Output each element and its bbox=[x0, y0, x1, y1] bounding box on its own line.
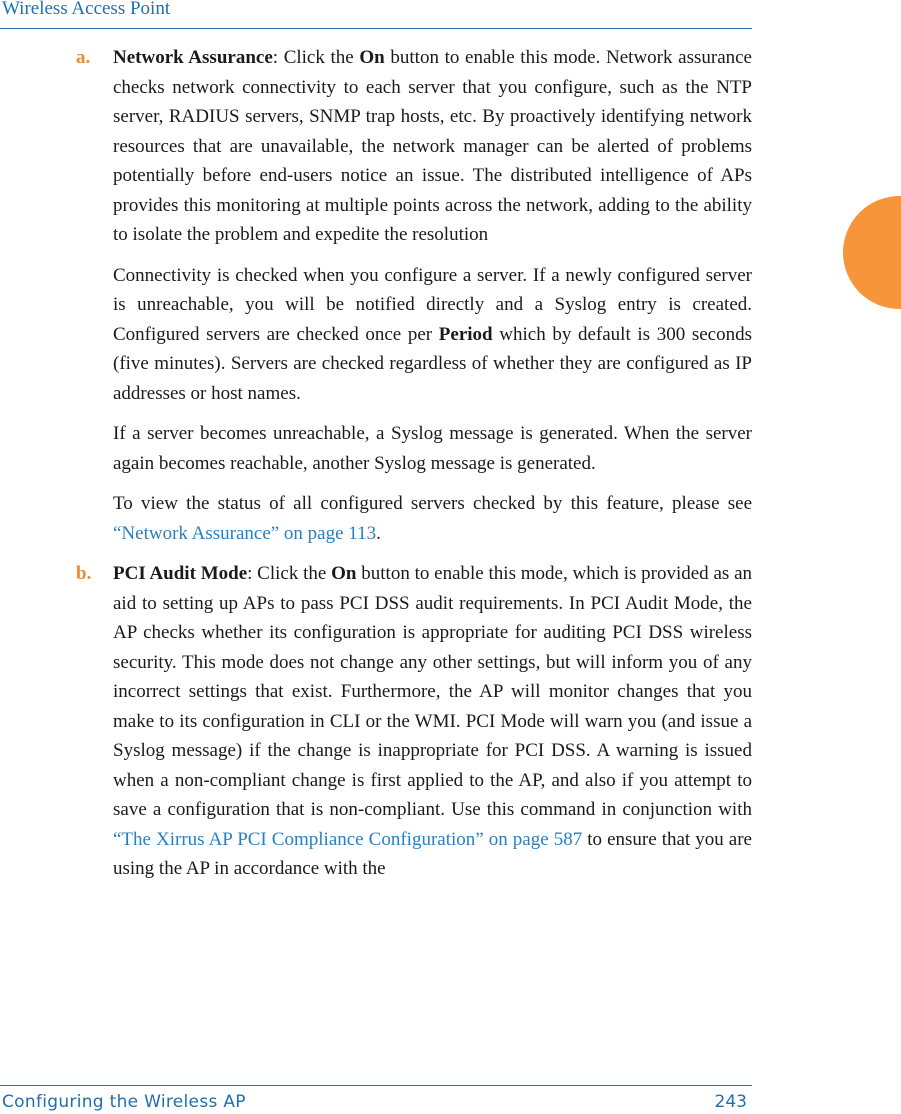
term-period: Period bbox=[438, 323, 493, 345]
item-letter: b. bbox=[76, 563, 92, 584]
text: To view the status of all configured servers checked by this feature, please see bbox=[113, 493, 752, 514]
item-letter: a. bbox=[76, 47, 91, 68]
body-content bbox=[76, 43, 752, 895]
text: button to enable this mode. Network assurance checks network connectivity to each server that you configure, such as the NTP server, RADIUS servers, SNMP trap hosts, etc. By proactively identifying network resources that are unavailable, the network manager can be alerted of problems potentially before end-users notice an issue. The distributed intelligence of APs provides this monitoring at multiple points across the network, adding to the ability to isolate the problem and expedite the resolution bbox=[113, 47, 752, 245]
term-network-assurance: Network Assurance bbox=[113, 47, 273, 68]
term-pci-audit-mode: PCI Audit Mode bbox=[113, 563, 248, 584]
list-item-pci-audit-mode bbox=[76, 559, 752, 884]
text: which by default is 300 seconds (five minutes). Servers are checked regardless of whether they are configured as IP addresses or host names. bbox=[113, 323, 752, 404]
header-rule bbox=[0, 28, 752, 29]
text: : Click the bbox=[247, 563, 332, 584]
term-on: On bbox=[359, 47, 385, 68]
link-network-assurance[interactable]: “Network Assurance” on page 113 bbox=[113, 522, 377, 544]
list-item-network-assurance bbox=[76, 43, 752, 548]
page-number: 243 bbox=[714, 1092, 747, 1112]
paragraph bbox=[113, 559, 752, 884]
text: Connectivity is checked when you configure a server. If a newly configured server is unreachable, you will be notified directly and a Syslog entry is created. Configured servers are checked once per bbox=[113, 264, 752, 345]
text: : Click the bbox=[272, 47, 360, 68]
chapter-tab-marker bbox=[843, 196, 901, 309]
paragraph: If a server becomes unreachable, a Syslog message is generated. When the server again becomes reachable, another Syslog message is generated. bbox=[113, 423, 752, 474]
text: to ensure that you are using the AP in accordance with the bbox=[113, 828, 752, 879]
text: . bbox=[376, 522, 381, 544]
paragraph bbox=[113, 489, 752, 548]
term-on: On bbox=[331, 563, 357, 584]
text: button to enable this mode, which is provided as an aid to setting up APs to pass PCI DSS audit requirements. In PCI Audit Mode, the AP checks whether its configuration is appropriate for auditing PCI DSS wireless security. This mode does not change any other settings, but will inform you of any incorrect settings that exist. Furthermore, the AP will monitor changes that you make to its configuration in CLI or the WMI. PCI Mode will warn you (and issue a Syslog message) if the change is inappropriate for PCI DSS. A warning is issued when a non-compliant change is first applied to the AP, and also if you attempt to save a configuration that is non-compliant. Use this command in conjunction with bbox=[113, 563, 752, 820]
footer-rule bbox=[0, 1085, 752, 1086]
running-header: Wireless Access Point bbox=[2, 0, 171, 19]
footer-section-title: Configuring the Wireless AP bbox=[2, 1092, 246, 1112]
paragraph bbox=[113, 43, 752, 250]
link-pci-compliance-configuration[interactable]: “The Xirrus AP PCI Compliance Configuration” on page 587 bbox=[113, 828, 583, 850]
paragraph bbox=[113, 261, 752, 409]
